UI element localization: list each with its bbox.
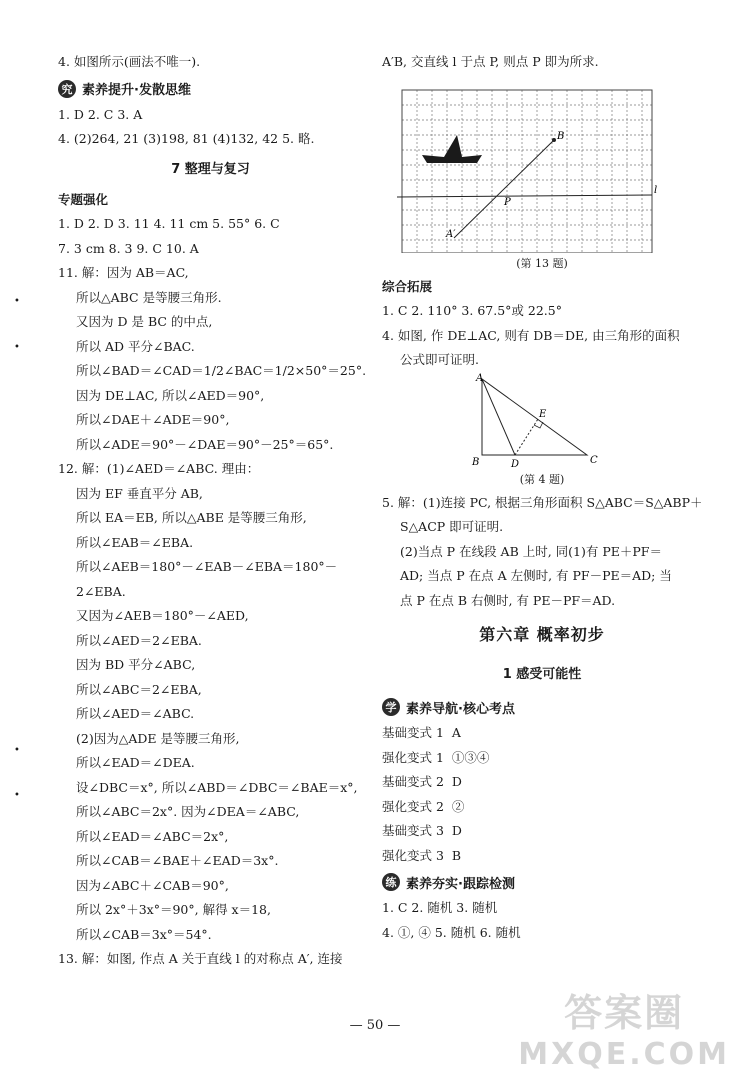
- grid-border: [402, 90, 652, 253]
- segment-a-b: [454, 140, 554, 238]
- variant-label: 基础变式 3: [382, 823, 444, 838]
- answer-line: 所以∠ADE＝90°－∠DAE＝90°－25°＝65°.: [76, 436, 334, 452]
- answer-line: 所以△ABC 是等腰三角形.: [76, 289, 222, 305]
- chapter-title: 第六章 概率初步: [479, 625, 605, 644]
- answer-line: 因为∠ABC＋∠CAB＝90°,: [76, 877, 229, 893]
- grid-lines: [402, 90, 652, 253]
- point-b: [552, 138, 556, 142]
- section-title: 素养提升·发散思维: [82, 83, 191, 98]
- right-angle-mark: [534, 422, 543, 428]
- answer-line: 1. C 2. 110° 3. 67.5°或 22.5°: [382, 303, 562, 318]
- answer-line: 设∠DBC＝x°, 所以∠ABD＝∠DBC＝∠BAE＝x°,: [76, 779, 358, 795]
- grid-figure-13: [382, 75, 702, 253]
- answer-line: 4. 如图, 作 DE⊥AC, 则有 DB＝DE, 由三角形的面积: [382, 327, 680, 343]
- page-number: — 50 —: [349, 1018, 401, 1033]
- answer-line: 4. (2)264, 21 (3)198, 81 (4)132, 42 5. 略.: [58, 131, 315, 146]
- answer-line: 因为 BD 平分∠ABC,: [76, 657, 196, 672]
- answer-line: 1. C 2. 随机 3. 随机: [382, 900, 498, 915]
- label-b: B: [557, 130, 565, 142]
- margin-mark: •: [14, 342, 20, 353]
- answer-line: 11. 解：因为 AB＝AC,: [58, 265, 189, 280]
- triangle-figure-4: [382, 373, 702, 469]
- variant-label: 基础变式 2: [382, 774, 444, 789]
- variant-answer: A: [451, 725, 461, 740]
- answer-line: 公式即可证明.: [400, 352, 479, 367]
- section-header-improve: [58, 75, 363, 103]
- variant-item: [382, 795, 702, 820]
- variant-item: [382, 844, 702, 869]
- figure-caption: (第 13 题): [516, 256, 568, 270]
- answer-line: 13. 解：如图, 作点 A 关于直线 l 的对称点 A′, 连接: [58, 951, 343, 966]
- answer-line: 又因为∠AEB＝180°－∠AED,: [76, 608, 249, 623]
- variant-item: [382, 746, 702, 771]
- label-l: l: [654, 184, 658, 196]
- answer-line: 所以 EA＝EB, 所以△ABE 是等腰三角形,: [76, 510, 307, 525]
- boat-shape-icon: [422, 135, 482, 163]
- watermark-line: 答案圈: [564, 991, 685, 1035]
- answer-line: 4. 如图所示(画法不唯一).: [58, 54, 201, 69]
- answer-line: 12. 解：(1)∠AED＝∠ABC. 理由：: [58, 461, 260, 476]
- variant-label: 强化变式 1: [382, 749, 444, 765]
- section-badge-icon: 练: [382, 873, 400, 891]
- answer-line: 所以∠AED＝2∠EBA.: [76, 632, 202, 648]
- variant-answer: ①③④: [451, 749, 490, 765]
- answer-line: 所以∠BAD＝∠CAD＝1/2∠BAC＝1/2×50°＝25°.: [76, 363, 367, 378]
- figure-caption: (第 4 题): [519, 472, 565, 486]
- subsection-title: 专题强化: [58, 191, 109, 207]
- variant-item: [382, 721, 702, 746]
- answer-line: 5. 解：(1)连接 PC, 根据三角形面积 S△ABC＝S△ABP＋: [382, 494, 703, 510]
- subsection-title: 综合拓展: [382, 278, 433, 294]
- answer-line: 4. ①, ④ 5. 随机 6. 随机: [382, 924, 521, 940]
- answer-line: 所以∠CAB＝∠BAE＋∠EAD＝3x°.: [76, 853, 279, 868]
- answer-line: 所以∠ABC＝2x°. 因为∠DEA＝∠ABC,: [76, 804, 300, 819]
- answer-line: 所以∠AED＝∠ABC.: [76, 706, 195, 721]
- answer-line: S△ACP 即可证明.: [400, 519, 504, 534]
- answer-line: 又因为 D 是 BC 的中点,: [76, 314, 213, 329]
- line-l: [397, 195, 652, 197]
- answer-line: 所以∠ABC＝2∠EBA,: [76, 681, 202, 697]
- variant-item: [382, 819, 702, 844]
- label-d: D: [511, 458, 520, 469]
- watermark-logo: [518, 982, 730, 1072]
- answer-line: 1. D 2. D 3. 11 4. 11 cm 5. 55° 6. C: [58, 216, 280, 231]
- answer-line: 所以∠DAE＋∠ADE＝90°,: [76, 412, 230, 427]
- answer-line: 因为 EF 垂直平分 AB,: [76, 485, 203, 501]
- label-a: A: [476, 372, 484, 384]
- answer-line: 7. 3 cm 8. 3 9. C 10. A: [58, 240, 199, 256]
- variant-label: 基础变式 1: [382, 725, 444, 740]
- label-a-prime: A′: [446, 228, 456, 240]
- variant-answer: D: [451, 823, 462, 838]
- lesson-heading: 7 整理与复习: [171, 161, 250, 177]
- section-badge-icon: 学: [382, 698, 400, 716]
- margin-mark: •: [14, 745, 20, 756]
- answer-line: 1. D 2. C 3. A: [58, 106, 143, 122]
- answer-line: 所以∠AEB＝180°－∠EAB－∠EBA＝180°－: [76, 559, 338, 574]
- margin-mark: •: [14, 296, 20, 307]
- answer-line: 因为 DE⊥AC, 所以∠AED＝90°,: [76, 387, 265, 403]
- margin-mark: •: [14, 790, 20, 801]
- answer-line: AD; 当点 P 在点 A 左侧时, 有 PF－PE＝AD; 当: [400, 568, 672, 583]
- section-header-guide: [382, 693, 702, 721]
- variant-item: [382, 770, 702, 795]
- left-column: [58, 50, 367, 972]
- variant-answer: ②: [451, 798, 465, 814]
- triangle-abc: [482, 379, 587, 455]
- label-c: C: [590, 454, 598, 466]
- segment-d-e: [515, 419, 538, 455]
- answer-line: 所以∠EAB＝∠EBA.: [76, 534, 194, 550]
- answer-line: (2)因为△ADE 是等腰三角形,: [76, 730, 240, 746]
- variant-answer: D: [451, 774, 462, 789]
- watermark-line: MXQE.COM: [518, 1037, 730, 1072]
- answer-line: 所以 AD 平分∠BAC.: [76, 338, 195, 354]
- section-header-practice: [382, 868, 702, 896]
- label-p: P: [504, 196, 511, 208]
- variant-answer: B: [451, 847, 462, 863]
- section-title: 素养导航·核心考点: [406, 701, 515, 717]
- right-column: [382, 50, 702, 945]
- answer-line: 2∠EBA.: [76, 583, 126, 599]
- variant-label: 强化变式 3: [382, 847, 444, 863]
- answer-line: (2)当点 P 在线段 AB 上时, 同(1)有 PE＋PF＝: [400, 543, 662, 559]
- section-badge-icon: 究: [58, 80, 76, 98]
- answer-line: 所以 2x°＋3x°＝90°, 解得 x＝18,: [76, 902, 271, 917]
- answer-line: 所以∠EAD＝∠ABC＝2x°,: [76, 828, 229, 844]
- section-title: 素养夯实·跟踪检测: [406, 876, 515, 892]
- answer-line: 点 P 在点 B 右侧时, 有 PE－PF＝AD.: [400, 592, 616, 608]
- answer-line: 所以∠CAB＝3x°＝54°.: [76, 926, 212, 942]
- variant-label: 强化变式 2: [382, 798, 444, 814]
- label-b: B: [472, 456, 480, 468]
- lesson-heading: 1 感受可能性: [502, 667, 582, 682]
- label-e: E: [539, 408, 547, 420]
- answer-line: A′B, 交直线 l 于点 P, 则点 P 即为所求.: [382, 54, 599, 69]
- answer-line: 所以∠EAD＝∠DEA.: [76, 755, 195, 770]
